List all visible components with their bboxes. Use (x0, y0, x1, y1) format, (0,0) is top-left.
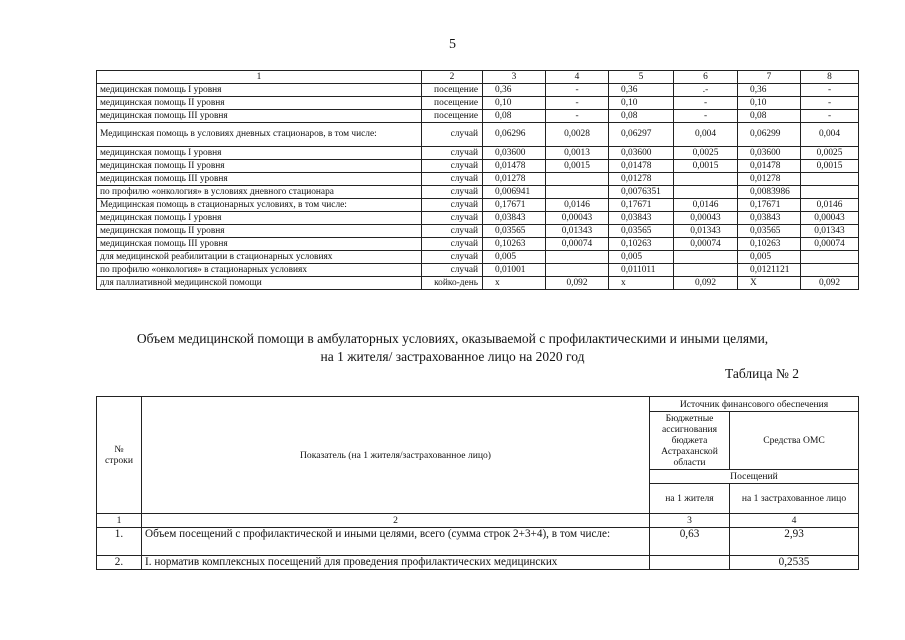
value-cell: 0,03600 (738, 147, 801, 160)
value-cell: 0,01478 (483, 160, 546, 173)
value-cell: 0,03843 (609, 212, 674, 225)
indicator-cell: медицинская помощь III уровня (97, 110, 422, 123)
unit-cell: случай (422, 173, 483, 186)
indicator-cell: для медицинской реабилитации в стационарных условиях (97, 251, 422, 264)
value-cell: - (546, 84, 609, 97)
value-cell: 0,03843 (738, 212, 801, 225)
value-cell: 0,03565 (738, 225, 801, 238)
value-cell: - (546, 97, 609, 110)
indicator-cell: медицинская помощь II уровня (97, 97, 422, 110)
unit-cell: посещение (422, 97, 483, 110)
visits-header: Посещений (650, 470, 859, 484)
table-number-label: Таблица № 2 (725, 366, 799, 381)
column-index-cell: 5 (609, 71, 674, 84)
value-cell: х (483, 277, 546, 290)
column-index-cell: 2 (422, 71, 483, 84)
unit-cell: случай (422, 225, 483, 238)
row-number: 1. (97, 528, 142, 556)
value-cell (546, 264, 609, 277)
value-cell: 0,08 (483, 110, 546, 123)
column-index-cell: 7 (738, 71, 801, 84)
value-cell: 0,0015 (801, 160, 859, 173)
value-cell: 0,10263 (738, 238, 801, 251)
page-number: 5 (449, 37, 456, 52)
value-cell: 0,0028 (546, 123, 609, 147)
value-cell: 0,006941 (483, 186, 546, 199)
indicator-header: Показатель (на 1 жителя/застрахованное лицо) (142, 397, 650, 514)
value-cell: - (674, 97, 738, 110)
indicator-cell: медицинская помощь II уровня (97, 225, 422, 238)
table-row (97, 238, 859, 251)
table-row (97, 212, 859, 225)
index-cell: 3 (650, 514, 730, 528)
value-cell: 0,0025 (801, 147, 859, 160)
value-cell: 0,17671 (609, 199, 674, 212)
value-cell: 0,01343 (674, 225, 738, 238)
value-cell: 0,00074 (801, 238, 859, 251)
table-row (97, 277, 859, 290)
value-cell: - (801, 84, 859, 97)
value-cell: 0,10 (609, 97, 674, 110)
index-cell: 1 (97, 514, 142, 528)
value-cell (546, 173, 609, 186)
value-cell: 0,01478 (738, 160, 801, 173)
index-cell: 4 (730, 514, 859, 528)
column-index-cell: 4 (546, 71, 609, 84)
section-title-line-2: на 1 жителя/ застрахованное лицо на 2020 год (320, 349, 585, 364)
outpatient-visits-table (96, 396, 859, 570)
value-per-resident (650, 556, 730, 570)
indicator-cell: медицинская помощь I уровня (97, 84, 422, 97)
value-cell: .- (674, 84, 738, 97)
unit-cell: случай (422, 212, 483, 225)
value-cell: 0,06297 (609, 123, 674, 147)
unit-cell: случай (422, 186, 483, 199)
indicator-cell: по профилю «онкология» в стационарных условиях (97, 264, 422, 277)
table-row (97, 199, 859, 212)
value-cell (674, 251, 738, 264)
table-row (97, 84, 859, 97)
row-number: 2. (97, 556, 142, 570)
indicator-cell: медицинская помощь III уровня (97, 238, 422, 251)
value-cell: 0,005 (609, 251, 674, 264)
value-cell: 0,004 (801, 123, 859, 147)
value-cell: 0,0076351 (609, 186, 674, 199)
value-cell: 0,0015 (546, 160, 609, 173)
value-cell: 0,092 (674, 277, 738, 290)
unit-cell: койко-день (422, 277, 483, 290)
unit-cell: посещение (422, 84, 483, 97)
column-index-cell: 1 (97, 71, 422, 84)
table-row (97, 251, 859, 264)
column-index-row (97, 71, 859, 84)
value-cell: 0,00043 (801, 212, 859, 225)
unit-cell: случай (422, 238, 483, 251)
value-cell: 0,36 (609, 84, 674, 97)
value-cell: 0,01343 (801, 225, 859, 238)
value-cell: 0,17671 (738, 199, 801, 212)
indicator-cell: медицинская помощь I уровня (97, 212, 422, 225)
column-index-cell: 8 (801, 71, 859, 84)
indicator-cell: медицинская помощь II уровня (97, 160, 422, 173)
table-row (97, 97, 859, 110)
unit-cell: случай (422, 147, 483, 160)
value-cell: 0,01001 (483, 264, 546, 277)
indicator-cell: медицинская помощь III уровня (97, 173, 422, 186)
value-cell: 0,06296 (483, 123, 546, 147)
unit-cell: случай (422, 123, 483, 147)
value-cell: 0,00043 (546, 212, 609, 225)
value-cell: 0,092 (546, 277, 609, 290)
value-cell: - (674, 110, 738, 123)
unit-cell: случай (422, 199, 483, 212)
indicator-cell: Медицинская помощь в стационарных условиях, в том числе: (97, 199, 422, 212)
value-cell: 0,01343 (546, 225, 609, 238)
value-cell: 0,0146 (546, 199, 609, 212)
value-cell: 0,03600 (609, 147, 674, 160)
section-title-line-1: Объем медицинской помощи в амбулаторных условиях, оказываемой с профилактическими и иными целями, (136, 331, 769, 346)
per-insured-header: на 1 застрахованное лицо (730, 484, 859, 514)
value-cell: 0,01278 (609, 173, 674, 186)
volume-norms-table-continued (96, 70, 859, 290)
value-cell (674, 186, 738, 199)
value-cell: 0,03843 (483, 212, 546, 225)
value-cell: 0,0121121 (738, 264, 801, 277)
value-per-insured: 2,93 (730, 528, 859, 556)
value-cell (801, 186, 859, 199)
value-cell: - (801, 97, 859, 110)
indicator-cell: медицинская помощь I уровня (97, 147, 422, 160)
value-cell: 0,06299 (738, 123, 801, 147)
table-row (97, 528, 859, 556)
value-cell: х (609, 277, 674, 290)
value-cell: 0,10263 (483, 238, 546, 251)
value-cell: 0,011011 (609, 264, 674, 277)
value-cell (674, 173, 738, 186)
table-row (97, 173, 859, 186)
value-cell: 0,08 (738, 110, 801, 123)
table-row (97, 556, 859, 570)
value-per-resident: 0,63 (650, 528, 730, 556)
unit-cell: посещение (422, 110, 483, 123)
table-row (97, 147, 859, 160)
value-cell: 0,004 (674, 123, 738, 147)
indicator-text: I. норматив комплексных посещений для проведения профилактических медицинских (142, 556, 650, 570)
value-cell: 0,092 (801, 277, 859, 290)
value-cell: 0,03565 (483, 225, 546, 238)
value-cell: 0,10 (738, 97, 801, 110)
value-cell (801, 264, 859, 277)
value-cell: 0,00074 (546, 238, 609, 251)
indicator-cell: для паллиативной медицинской помощи (97, 277, 422, 290)
value-cell: - (801, 110, 859, 123)
table-row (97, 110, 859, 123)
column-index-cell: 3 (483, 71, 546, 84)
value-cell (674, 264, 738, 277)
value-cell: 0,10 (483, 97, 546, 110)
value-cell: 0,0146 (674, 199, 738, 212)
value-cell: 0,03565 (609, 225, 674, 238)
value-cell: - (546, 110, 609, 123)
value-cell (546, 251, 609, 264)
column-index-cell: 6 (674, 71, 738, 84)
value-cell: 0,00043 (674, 212, 738, 225)
value-cell: 0,00074 (674, 238, 738, 251)
value-cell: 0,0083986 (738, 186, 801, 199)
value-cell: 0,0146 (801, 199, 859, 212)
value-cell (801, 173, 859, 186)
per-resident-header: на 1 жителя (650, 484, 730, 514)
indicator-cell: по профилю «онкология» в условиях дневного стационара (97, 186, 422, 199)
table-row (97, 225, 859, 238)
value-cell: 0,01478 (609, 160, 674, 173)
unit-cell: случай (422, 251, 483, 264)
table-row (97, 186, 859, 199)
index-cell: 2 (142, 514, 650, 528)
value-cell (546, 186, 609, 199)
value-cell: 0,36 (738, 84, 801, 97)
value-cell: 0,0013 (546, 147, 609, 160)
value-cell: 0,17671 (483, 199, 546, 212)
row-number-header: № строки (97, 397, 142, 514)
budget-header: Бюджетные ассигнования бюджета Астраханской области (650, 412, 730, 470)
value-cell: 0,0015 (674, 160, 738, 173)
table-row (97, 264, 859, 277)
value-cell: 0,08 (609, 110, 674, 123)
value-cell: 0,005 (738, 251, 801, 264)
unit-cell: случай (422, 160, 483, 173)
oms-header: Средства ОМС (730, 412, 859, 470)
indicator-text: Объем посещений с профилактической и иными целями, всего (сумма строк 2+3+4), в том числе: (142, 528, 650, 556)
value-cell: 0,0025 (674, 147, 738, 160)
table-row (97, 160, 859, 173)
unit-cell: случай (422, 264, 483, 277)
financing-source-header: Источник финансового обеспечения (650, 397, 859, 412)
indicator-cell: Медицинская помощь в условиях дневных стационаров, в том числе: (97, 123, 422, 147)
value-cell: 0,36 (483, 84, 546, 97)
value-cell: Х (738, 277, 801, 290)
value-cell (801, 251, 859, 264)
value-cell: 0,01278 (738, 173, 801, 186)
value-cell: 0,005 (483, 251, 546, 264)
value-per-insured: 0,2535 (730, 556, 859, 570)
value-cell: 0,03600 (483, 147, 546, 160)
table-row (97, 123, 859, 147)
value-cell: 0,10263 (609, 238, 674, 251)
value-cell: 0,01278 (483, 173, 546, 186)
